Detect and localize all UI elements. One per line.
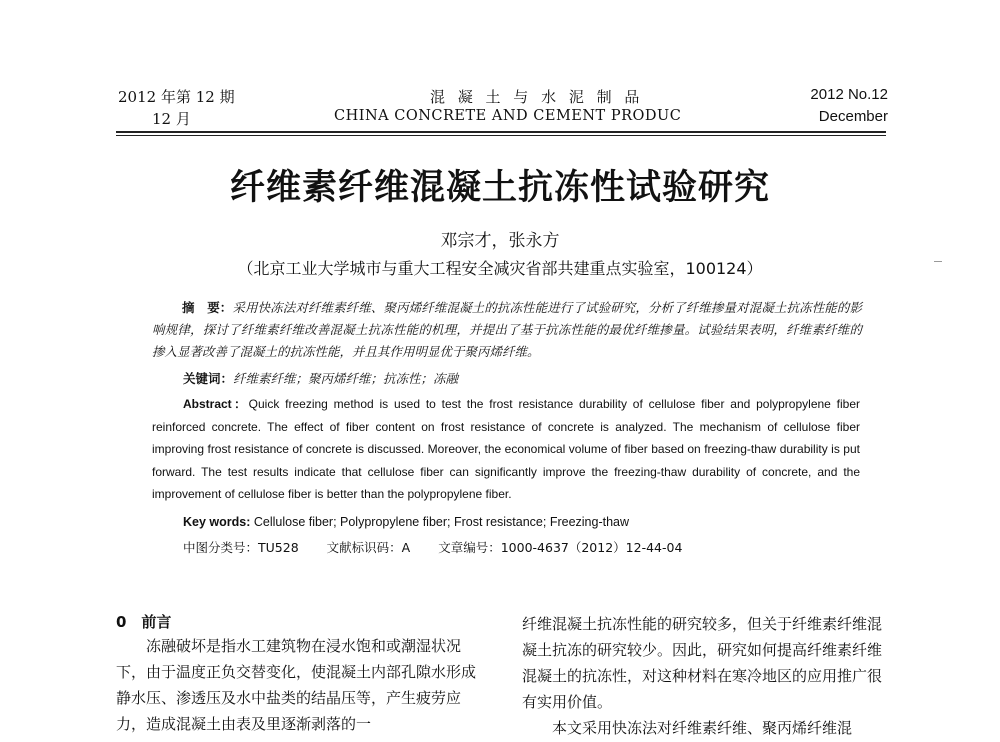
header-rule-thin bbox=[116, 135, 886, 136]
keywords-en bbox=[183, 515, 629, 529]
body-right-column bbox=[522, 611, 892, 741]
header-volume-en: 2012 No.12 bbox=[810, 86, 888, 103]
keywords-en-text: Cellulose fiber; Polypropylene fiber; Frost resistance; Freezing-thaw bbox=[253, 515, 630, 529]
classification-line bbox=[183, 538, 682, 556]
article-affiliation: （北京工业大学城市与重大工程安全减灾省部共建重点实验室，100124） bbox=[237, 259, 763, 278]
header-rule-thick bbox=[116, 131, 886, 133]
section-heading-intro: 0 前言 bbox=[116, 613, 172, 631]
body-right-paragraph-2: 本文采用快冻法对纤维素纤维、聚丙烯纤维混 bbox=[552, 719, 853, 737]
header-issue-cn: 2012 年第 12 期 bbox=[118, 88, 235, 106]
article-title: 纤维素纤维混凝土抗冻性试验研究 bbox=[229, 168, 770, 208]
clc-number: 中图分类号：TU528 bbox=[183, 540, 299, 555]
keywords-en-label: Key words: bbox=[183, 515, 254, 529]
abstract-cn bbox=[152, 297, 862, 363]
abstract-cn-label: 摘 要： bbox=[182, 300, 233, 315]
keywords-cn-text: 纤维素纤维；聚丙烯纤维；抗冻性；冻融 bbox=[233, 371, 459, 386]
document-code: 文献标识码：A bbox=[326, 540, 411, 555]
article-authors: 邓宗才，张永方 bbox=[440, 231, 560, 251]
header-month-cn: 12 月 bbox=[152, 110, 191, 128]
body-right-paragraph-1: 纤维混凝土抗冻性能的研究较多，但关于纤维素纤维混凝土抗冻的研究较少。因此，研究如何提高纤维素纤维混凝土的抗冻性，对这种材料在寒冷地区的应用推广很有实用价值。 bbox=[522, 615, 883, 711]
header-journal-cn: 混 凝 土 与 水 泥 制 品 bbox=[430, 88, 644, 106]
header-journal-en: CHINA CONCRETE AND CEMENT PRODUC bbox=[334, 108, 682, 124]
abstract-en bbox=[152, 393, 860, 506]
body-left-column bbox=[116, 633, 490, 737]
body-left-paragraph: 冻融破坏是指水工建筑物在浸水饱和或潮湿状况下，由于温度正负交替变化，使混凝土内部孔隙水形成静水压、渗透压及水中盐类的结晶压等，产生疲劳应力，造成混凝土由表及里逐渐剥落的一 bbox=[116, 637, 477, 733]
keywords-cn bbox=[183, 369, 458, 387]
abstract-cn-text: 采用快冻法对纤维素纤维、聚丙烯纤维混凝土的抗冻性能进行了试验研究，分析了纤维掺量对混凝土抗冻性能的影响规律，探讨了纤维素纤维改善混凝土抗冻性能的机理，并提出了基于抗冻性能的最优纤维掺量。试验结果表明，纤维素纤维的掺入显著改善了混凝土的抗冻性能，并且其作用明显优于聚丙烯纤维。 bbox=[152, 300, 862, 359]
scan-artifact bbox=[934, 261, 942, 262]
article-number: 文章编号：1000-4637（2012）12-44-04 bbox=[438, 540, 683, 555]
abstract-en-label: Abstract： bbox=[183, 397, 249, 411]
keywords-cn-label: 关键词： bbox=[183, 371, 234, 386]
abstract-en-text: Quick freezing method is used to test the frost resistance durability of cellulose fiber and polypropylene fiber reinforced concrete. The effect of fiber content on frost resistance of concrete is analyzed. The mechanism of cellulose fiber improving frost resistance of concrete is discussed. Moreover, the economical volume of fiber based on freezing-thaw durability is put forward. The test results indicate that cellulose fiber can significantly improve the freezing-thaw durability of concrete, and the improvement of cellulose fiber is better than the polypropylene fiber. bbox=[152, 397, 860, 501]
header-month-en: December bbox=[818, 108, 888, 125]
